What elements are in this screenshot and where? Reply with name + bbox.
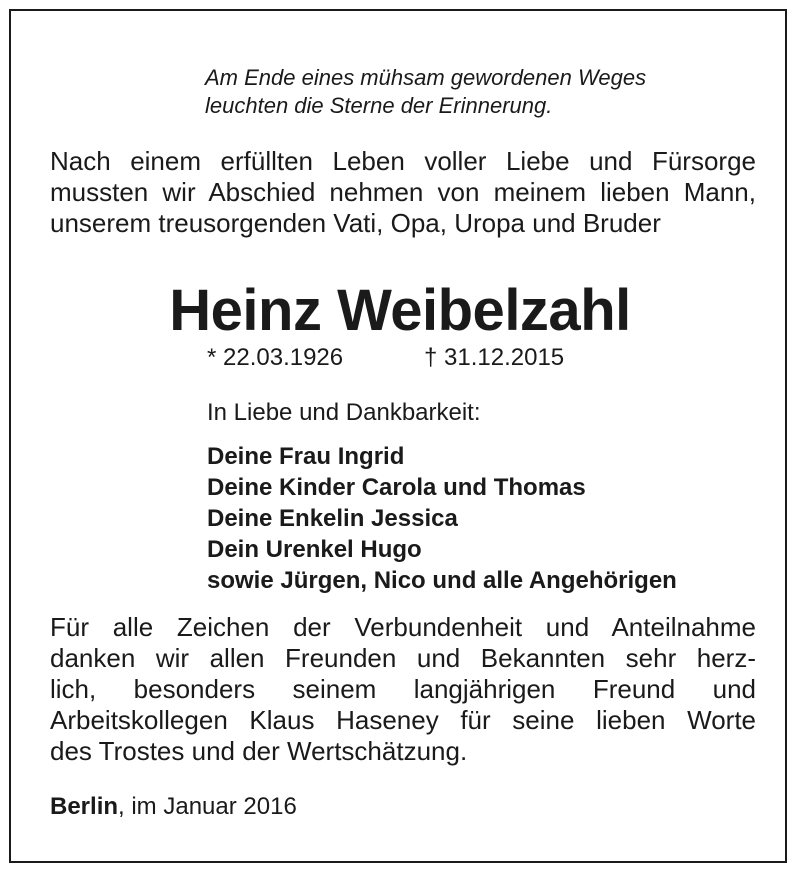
death-date: † 31.12.2015 <box>424 344 565 371</box>
motto-quote <box>205 64 646 120</box>
mourners-intro: In Liebe und Dankbarkeit: <box>207 399 481 426</box>
intro-paragraph: Nach einem erfüllten Leben voller Liebe und Fürsorge mussten wir Abschied nehmen von meinem lieben Mann, unserem treusorgenden Vati, Opa, Uropa und Bruder <box>50 146 756 238</box>
signature-place: Berlin <box>50 793 119 820</box>
birth-date: * 22.03.1926 <box>207 344 344 371</box>
deceased-name: Heinz Weibelzahl <box>169 278 631 343</box>
gratitude-line: lich, besonders seinem langjährigen Freund und <box>50 674 756 704</box>
mourner-line: Deine Frau Ingrid <box>207 443 405 470</box>
motto-line: leuchten die Sterne der Erinnerung. <box>205 93 553 118</box>
gratitude-line: danken wir allen Freunden und Bekannten sehr herz- <box>50 643 756 673</box>
mourner-line: Dein Urenkel Hugo <box>207 536 422 563</box>
gratitude-line: Arbeitskollegen Klaus Haseney für seine lieben Worte <box>50 705 756 735</box>
motto-line: Am Ende eines mühsam gewordenen Weges <box>205 65 647 90</box>
mourner-line: Deine Enkelin Jessica <box>207 505 458 532</box>
mourners-list <box>207 441 677 596</box>
gratitude-paragraph <box>50 612 756 767</box>
gratitude-line: Für alle Zeichen der Verbundenheit und Anteilnahme <box>50 612 756 642</box>
signature <box>50 792 297 822</box>
mourner-line: sowie Jürgen, Nico und alle Angehörigen <box>207 567 677 594</box>
gratitude-line: des Trostes und der Wertschätzung. <box>50 736 468 766</box>
mourner-line: Deine Kinder Carola und Thomas <box>207 474 586 501</box>
signature-date: , im Januar 2016 <box>118 793 297 820</box>
